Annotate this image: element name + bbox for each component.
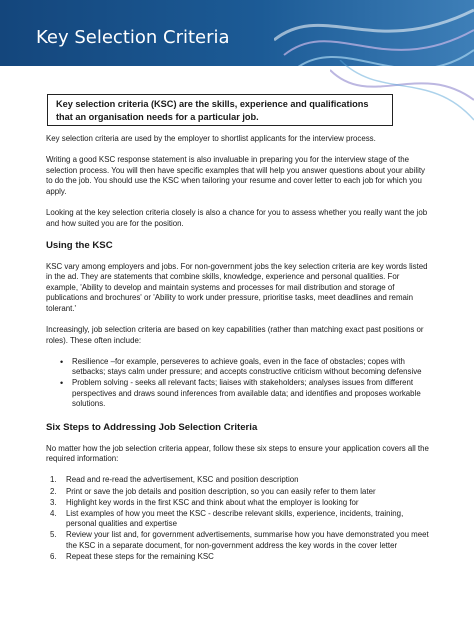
page-title: Key Selection Criteria (36, 27, 230, 48)
step-number: 6. (50, 552, 57, 562)
intro-paragraph-1: Key selection criteria are used by the employer to shortlist applicants for the interview process. (46, 134, 376, 143)
step-text: List examples of how you meet the KSC - describe relevant skills, experience, incidents, training, personal qualities and expertise (66, 508, 404, 529)
list-item (50, 475, 430, 486)
section-heading-using-ksc: Using the KSC (46, 239, 113, 251)
step-number: 1. (50, 475, 57, 485)
header-banner (0, 0, 474, 66)
list-item: • Problem solving - seeks all relevant facts; liaises with stakeholders; analyses issues from different perspectives and draws sound inferences from available data; and identifies and proposes workable solutions. (72, 378, 430, 410)
section-heading-six-steps: Six Steps to Addressing Job Selection Criteria (46, 421, 258, 433)
document-body (46, 134, 430, 563)
step-number: 3. (50, 497, 57, 507)
intro-paragraph-2: Writing a good KSC response statement is also invaluable in preparing you for the interview stage of the selection process. You will then have specific examples that will help you answer questions about your ability to do the job. You should use the KSC when tailoring your resume and cover letter to each job for which you apply. (46, 155, 425, 196)
list-item (50, 497, 430, 509)
step-number: 4. (50, 508, 57, 518)
steps-list (46, 475, 430, 562)
step-text: Highlight key words in the first KSC and think about what the employer is looking for (66, 497, 359, 507)
section2-intro: No matter how the job selection criteria appear, follow these six steps to ensure your application covers all the required information: (46, 443, 429, 464)
step-number: 2. (50, 486, 57, 496)
capabilities-list (46, 357, 430, 410)
step-text: Repeat these steps for the remaining KSC (66, 552, 214, 562)
intro-paragraph-3: Looking at the key selection criteria closely is also a chance for you to assess whether you really want the job and how suited you are for the position. (46, 207, 428, 228)
list-item (50, 552, 430, 563)
list-item: • Resilience –for example, perseveres to achieve goals, even in the face of obstacles; copes with setbacks; stays calm under pressure; and accepts constructive criticism without becoming defensive (72, 357, 430, 378)
section1-paragraph-2: Increasingly, job selection criteria are based on key capabilities (rather than matching exact past positions or roles). These often include: (46, 325, 424, 345)
step-text: Print or save the job details and position description, so you can easily refer to them later (66, 486, 376, 496)
section1-paragraph-1: KSC vary among employers and jobs. For non-government jobs the key selection criteria are key words listed in the ad. They are statements that combine skills, knowledge, experience and personal qualities. For example, 'Ability to develop and maintain systems and processes for mail distribution and storage of publications and brochures' or 'Ability to work under pressure, prioritise tasks, meet deadlines and remain tolerant.' (46, 261, 428, 314)
step-text: Review your list and, for government advertisements, summarise how you have demonstrated you meet the KSC in a separate document, for non-government address the key words in the cover letter (66, 530, 429, 551)
list-item (50, 530, 430, 551)
decorative-swirl (274, 0, 474, 66)
list-item (50, 486, 430, 498)
list-item (50, 508, 430, 530)
definition-callout: Key selection criteria (KSC) are the skills, experience and qualifications that an organisation needs for a particular job. (47, 94, 393, 126)
step-number: 5. (50, 530, 57, 540)
step-text: Read and re-read the advertisement, KSC and position description (66, 475, 299, 485)
